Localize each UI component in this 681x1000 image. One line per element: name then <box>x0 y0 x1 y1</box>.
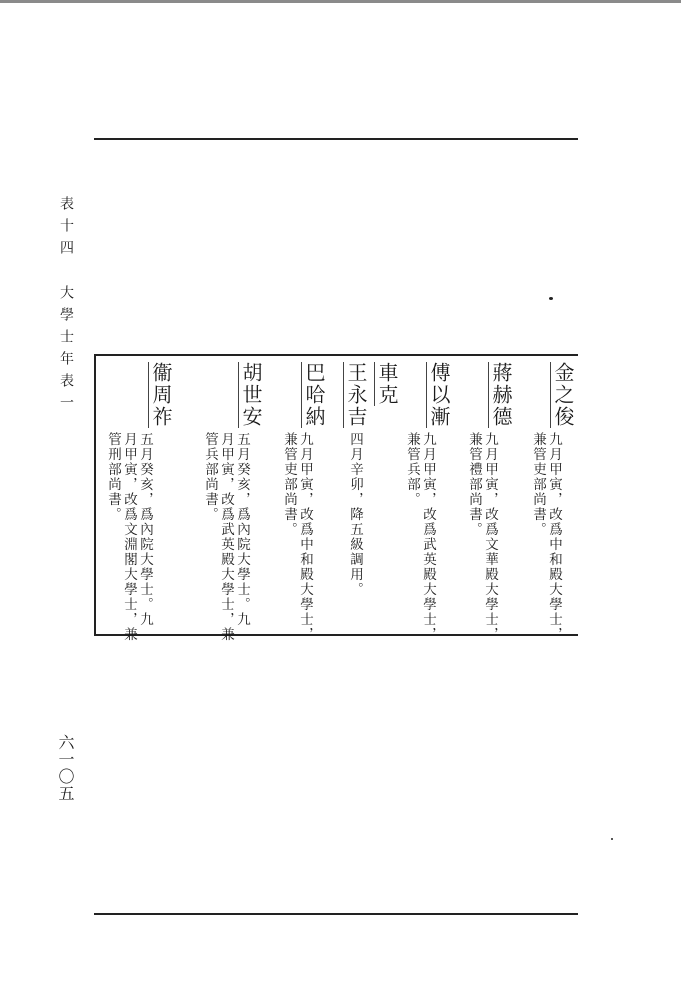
appointment-record: 四月辛卯，降五級調用。 <box>347 432 363 597</box>
appointment-record: 五月癸亥，爲內院大學士。九 月甲寅，改爲武英殿大學士，兼 管兵部尚書。 <box>202 432 250 642</box>
appointment-record: 九月甲寅，改爲中和殿大學士， 兼管吏部尚書。 <box>281 432 313 642</box>
table-bottom-rule <box>94 913 578 915</box>
name-underline <box>488 362 489 428</box>
table-title: 大學士年表一 <box>58 285 74 417</box>
official-name: 蔣赫德 <box>489 362 513 428</box>
print-speck <box>611 838 613 840</box>
appointment-record: 五月癸亥，爲內院大學士。九 月甲寅，改爲文淵閣大學士，兼 管刑部尚書。 <box>105 432 153 642</box>
page-top-border <box>0 0 681 3</box>
official-name: 巴哈納 <box>302 362 326 428</box>
official-name: 金之俊 <box>551 362 575 428</box>
page-number: 六一〇五 <box>56 734 75 802</box>
name-underline <box>374 362 375 406</box>
appointment-record: 九月甲寅，改爲文華殿大學士， 兼管禮部尚書。 <box>466 432 498 642</box>
official-name: 王永吉 <box>344 362 368 428</box>
table-lower-rule <box>94 634 578 636</box>
appointment-record: 九月甲寅，改爲中和殿大學士， 兼管吏部尚書。 <box>530 432 562 642</box>
official-name: 胡世安 <box>239 362 263 428</box>
table-upper-rule <box>94 354 578 356</box>
name-underline <box>238 362 239 428</box>
name-underline <box>550 362 551 428</box>
name-underline <box>343 362 344 428</box>
name-underline <box>426 362 427 428</box>
table-left-rule <box>94 354 96 636</box>
appointment-record: 九月甲寅，改爲武英殿大學士， 兼管兵部。 <box>404 432 436 642</box>
official-name: 車克 <box>375 362 399 406</box>
print-speck <box>549 297 553 300</box>
name-underline <box>148 362 149 428</box>
official-name: 傅以漸 <box>427 362 451 428</box>
name-underline <box>301 362 302 428</box>
table-number: 表十四 <box>58 196 74 262</box>
table-top-rule <box>94 138 578 140</box>
official-name: 衞周祚 <box>149 362 173 428</box>
